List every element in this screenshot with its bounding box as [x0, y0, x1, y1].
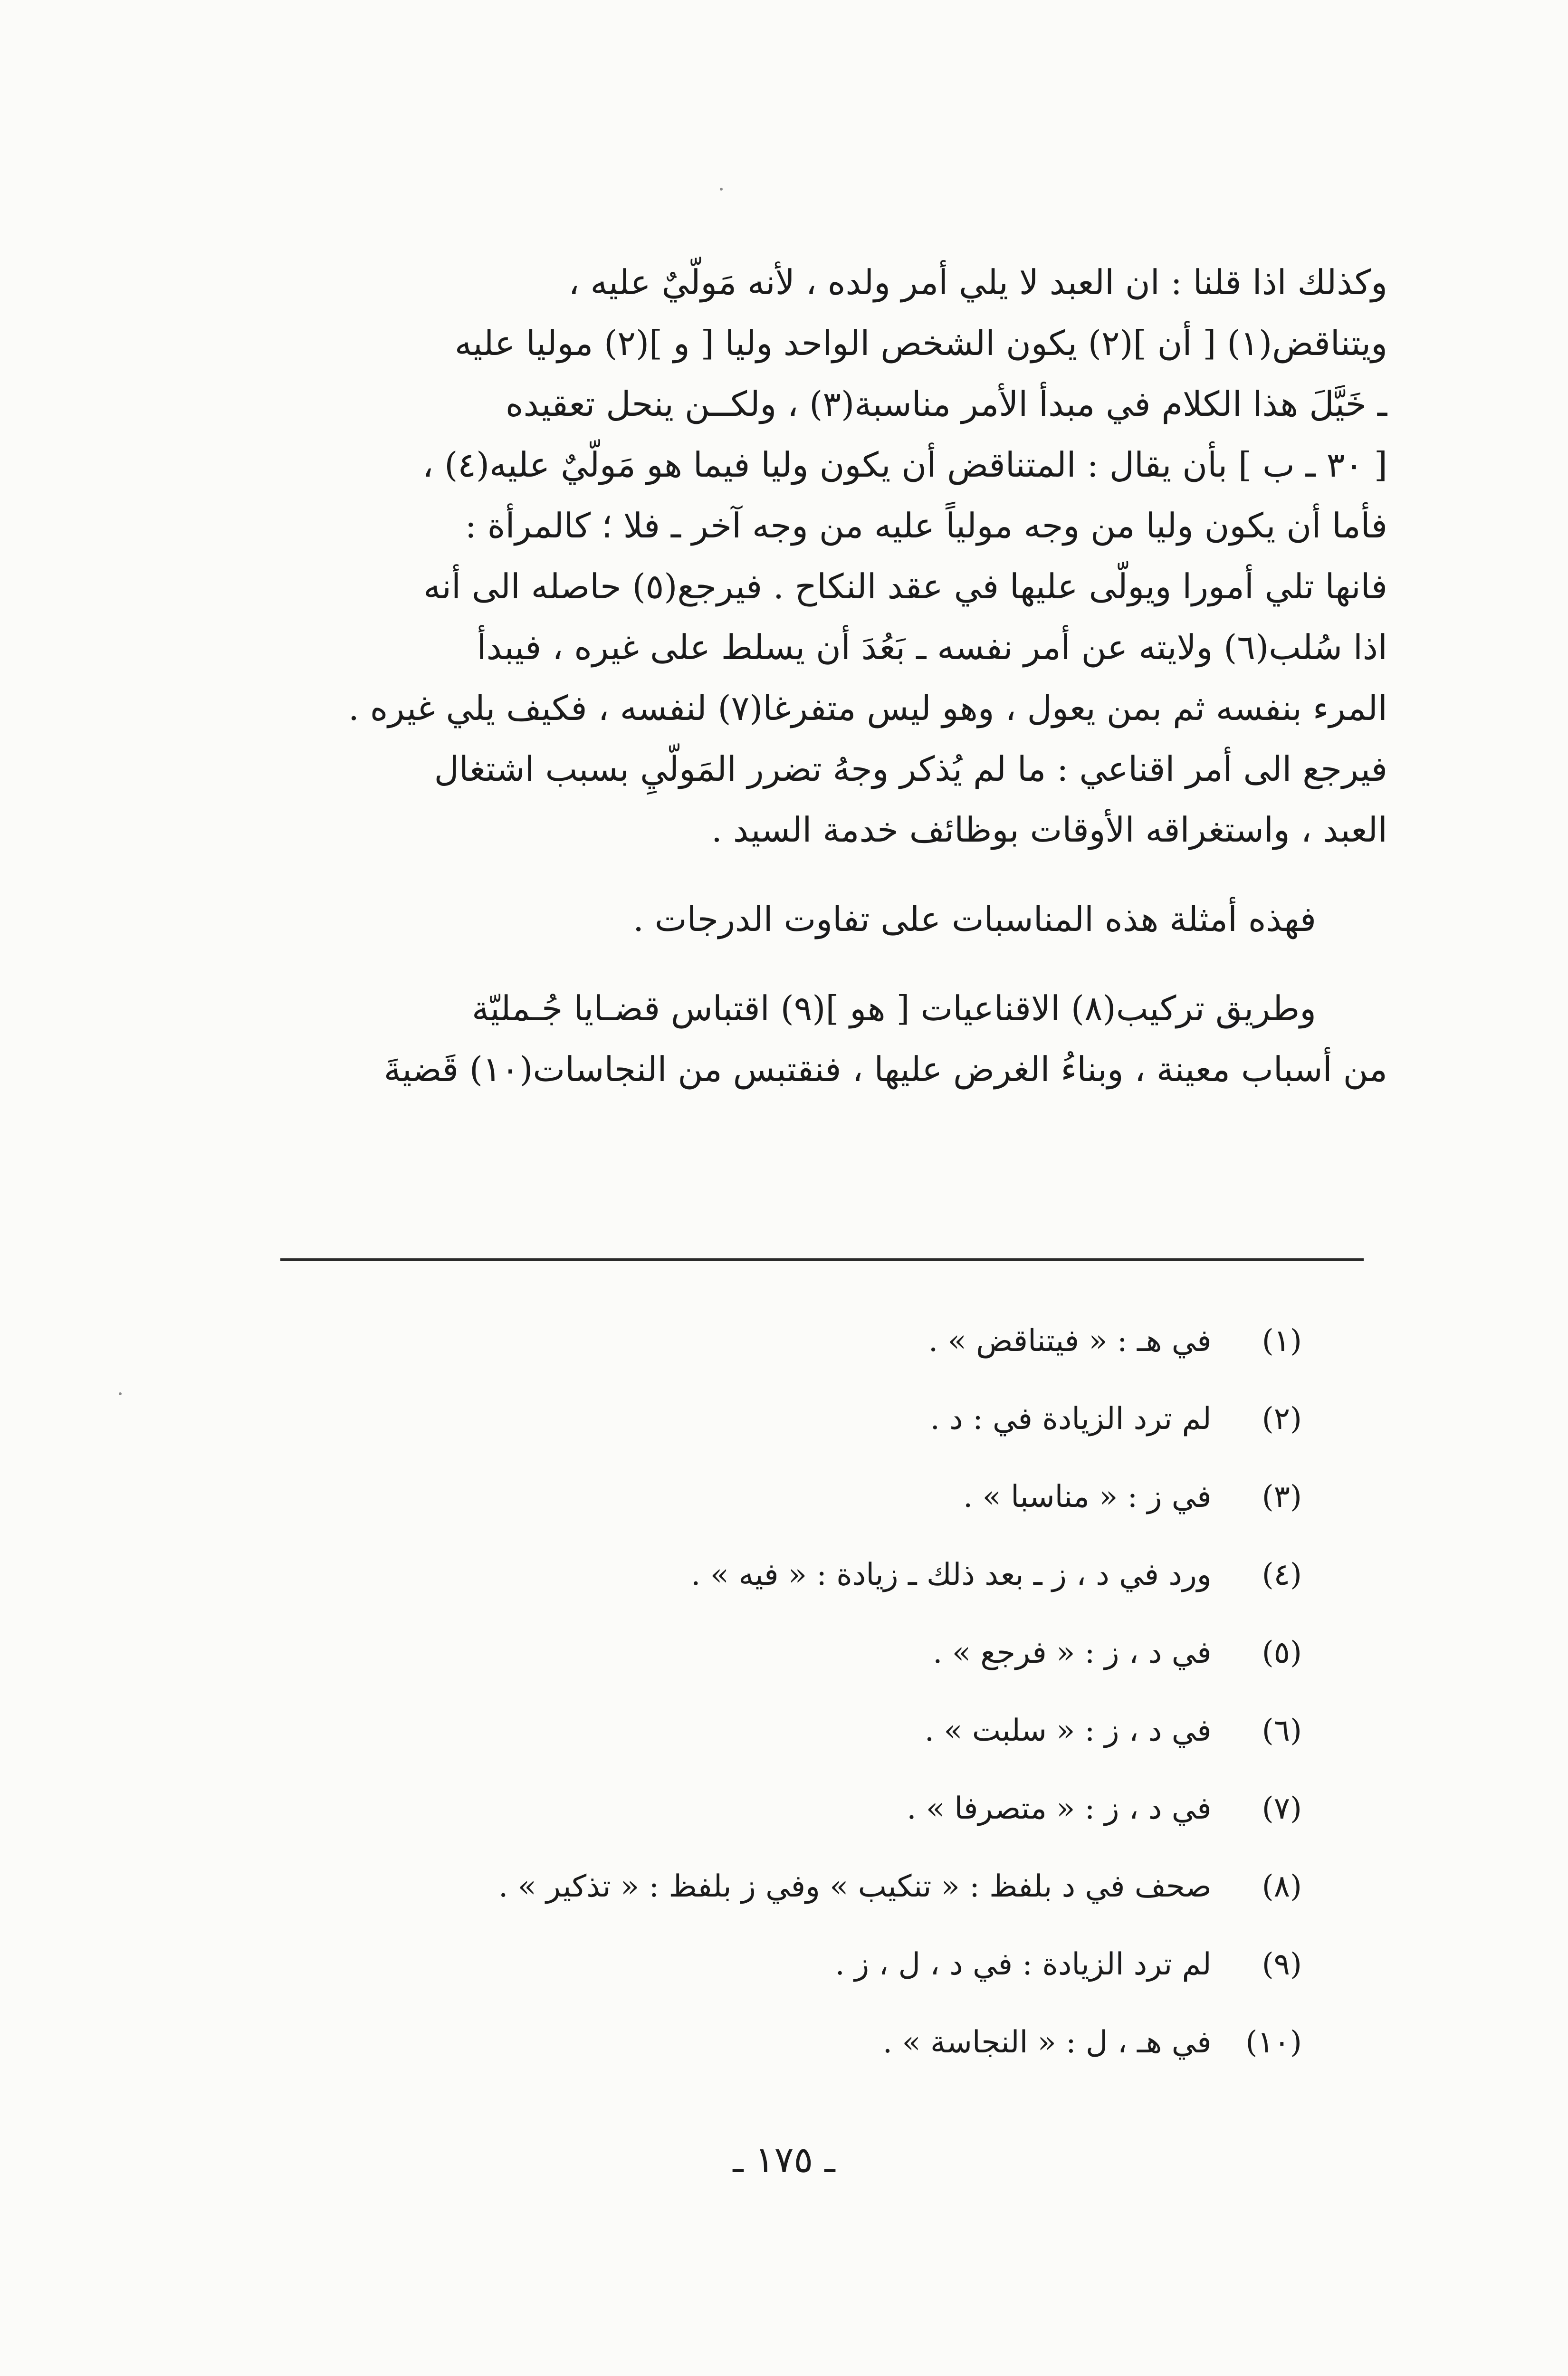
footnote-text: في د ، ز : « فرجع » . — [933, 1635, 1212, 1670]
footnote-number: (١) — [1262, 1323, 1302, 1359]
footnote-number: (١٠) — [1245, 2025, 1302, 2060]
footnote — [209, 1302, 1302, 1380]
text-line: فأما أن يكون وليا من وجه مولياً عليه من وجه آخر ـ فلا ؛ كالمرأة : — [465, 506, 1387, 546]
paragraph — [266, 978, 1387, 1100]
footnote — [209, 1848, 1302, 1926]
footnote — [209, 1536, 1302, 1614]
scan-speck — [119, 1392, 122, 1395]
footnote-text: في د ، ز : « سلبت » . — [924, 1713, 1212, 1748]
scan-speck — [720, 188, 723, 191]
footnote-separator — [280, 1258, 1364, 1261]
footnote-number: (٣) — [1262, 1479, 1302, 1514]
paragraph — [266, 889, 1387, 949]
footnote-text: في د ، ز : « متصرفا » . — [907, 1791, 1212, 1826]
paragraph-gap — [266, 860, 1387, 889]
footnote-number: (٦) — [1262, 1713, 1302, 1748]
text-line: وطريق تركيب(٨) الاقناعيات [ هو ](٩) اقتباس قضـايا جُـمليّة — [471, 988, 1316, 1028]
footnote-text: في هـ : « فيتناقض » . — [928, 1323, 1212, 1359]
footnote — [209, 1770, 1302, 1848]
footnote — [209, 1692, 1302, 1770]
footnote — [209, 1380, 1302, 1458]
footnote — [209, 1458, 1302, 1536]
paragraph-gap — [266, 949, 1387, 978]
text-line: العبد ، واستغراقه الأوقات بوظائف خدمة السيد . — [711, 810, 1387, 850]
text-line: فانها تلي أمورا ويولّى عليها في عقد النكاح . فيرجع(٥) حاصله الى أنه — [423, 566, 1387, 606]
text-line: من أسباب معينة ، وبناءُ الغرض عليها ، فنقتبس من النجاسات(١٠) قَضيةَ — [383, 1049, 1387, 1089]
text-line: ـ خَيَّلَ هذا الكلام في مبدأ الأمر مناسبة(٣) ، ولكــن ينحل تعقيده — [505, 384, 1387, 424]
text-line: المرء بنفسه ثم بمن يعول ، وهو ليس متفرغا(٧) لنفسه ، فكيف يلي غيره . — [348, 688, 1387, 728]
page-number: ـ ١٧٥ ـ — [733, 2138, 835, 2181]
main-text — [266, 252, 1387, 1100]
footnote-text: في ز : « مناسبا » . — [963, 1479, 1212, 1514]
text-line: ويتناقض(١) [ أن ](٢) يكون الشخص الواحد وليا [ و ](٢) موليا عليه — [454, 323, 1387, 363]
paragraph — [266, 252, 1387, 860]
footnote-number: (٧) — [1262, 1791, 1302, 1826]
text-line: فيرجع الى أمر اقناعي : ما لم يُذكر وجهُ تضرر المَولّيِ بسبب اشتغال — [434, 749, 1387, 789]
text-line: [ ٣٠ ـ ب ] بأن يقال : المتناقض أن يكون وليا فيما هو مَولّيٌ عليه(٤) ، — [422, 445, 1387, 485]
footnote-text: لم ترد الزيادة في : د . — [930, 1401, 1212, 1437]
text-line: وكذلك اذا قلنا : ان العبد لا يلي أمر ولده ، لأنه مَولّيٌ عليه ، — [568, 262, 1387, 302]
footnote-number: (٤) — [1262, 1557, 1302, 1592]
footnote-number: (٩) — [1262, 1947, 1302, 1982]
footnote-number: (٢) — [1262, 1401, 1302, 1437]
footnote-text: ورد في د ، ز ـ بعد ذلك ـ زيادة : « فيه » . — [691, 1557, 1212, 1592]
footnote — [209, 2003, 1302, 2081]
footnote — [209, 1926, 1302, 2003]
footnotes — [209, 1302, 1302, 2081]
footnote-number: (٨) — [1262, 1869, 1302, 1904]
footnote — [209, 1614, 1302, 1692]
footnote-text: في هـ ، ل : « النجاسة » . — [882, 2025, 1212, 2060]
footnote-number: (٥) — [1262, 1635, 1302, 1670]
footnote-text: لم ترد الزيادة : في د ، ل ، ز . — [835, 1947, 1212, 1982]
footnote-text: صحف في د بلفظ : « تنكيب » وفي ز بلفظ : « تذكير » . — [498, 1869, 1212, 1904]
text-line: اذا سُلب(٦) ولايته عن أمر نفسه ـ بَعُدَ أن يسلط على غيره ، فيبدأ — [477, 627, 1387, 667]
text-line: فهذه أمثلة هذه المناسبات على تفاوت الدرجات . — [633, 899, 1316, 939]
